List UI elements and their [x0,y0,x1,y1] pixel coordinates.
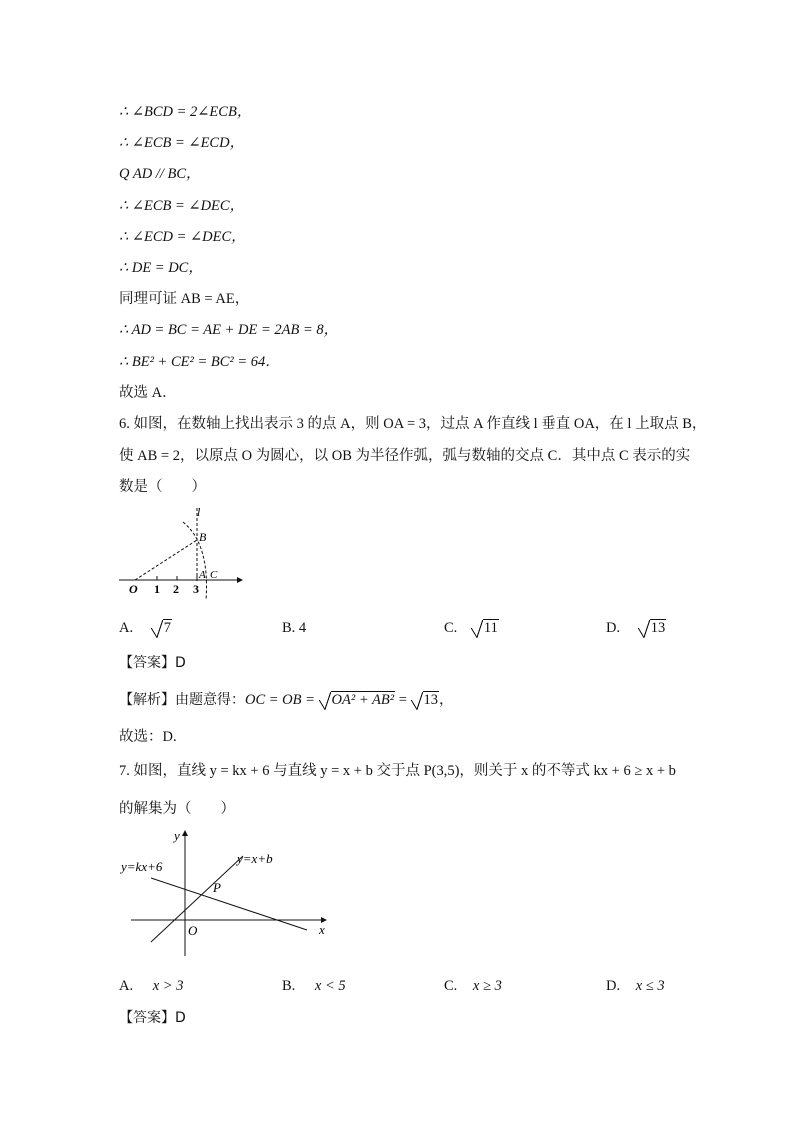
option-label: D. [606,620,621,636]
label-A: A [199,569,206,581]
q7-option-c[interactable] [444,976,502,996]
analysis-result: 13 [423,692,438,708]
step-line: ∴ ∠BCD = 2∠ECB， [119,104,252,120]
analysis-radicand: OA² + AB² [331,692,395,708]
sqrt-icon [471,618,499,638]
point-P-label: P [213,880,221,895]
option-label: A. [119,620,134,636]
q7-option-b[interactable] [282,976,346,996]
label-O: O [129,582,138,596]
q6-number-line-figure [115,504,245,604]
step-line: ∴ ∠ECB = ∠DEC， [119,198,245,214]
step-line: ∴ BE² + CE² = BC² = 64． [119,354,280,370]
q6-option-d[interactable] [606,618,666,638]
q7-answer: 【答案】D [119,1010,186,1026]
option-value: 11 [483,620,498,636]
line1-label: y=kx+6 [121,859,163,874]
q6-option-b[interactable] [282,618,306,638]
sqrt-icon [319,690,396,710]
q7-graph-figure [115,826,335,962]
q6-option-a[interactable] [119,618,172,638]
option-label: D. [606,978,621,994]
option-value: 13 [650,620,666,636]
line2-label: y=x+b [237,851,273,866]
q6-option-c[interactable] [444,618,499,638]
q6-conclusion: 故选：D. [119,729,177,745]
sqrt-icon [411,690,440,710]
question-7-text: 的解集为（ ） [119,801,235,817]
question-6-text: 使 AB = 2，以原点 O 为圆心，以 OB 为半径作弧，弧与数轴的交点 C．其中点 C 表示的实 [119,448,691,464]
sqrt-icon [638,618,667,638]
question-6-text: 6. 如图，在数轴上找出表示 3 的点 A，则 OA = 3，过点 A 作直线 l 垂直 OA，在 l 上取点 B， [119,416,707,432]
option-value: x > 3 [152,978,184,994]
tick-1: 1 [154,582,160,596]
step-line: Q AD // BC， [119,166,201,182]
label-C: C [210,569,218,581]
step-line: 同理可证 AB = AE， [119,291,250,307]
q7-option-a[interactable] [119,976,183,996]
label-B: B [199,530,207,544]
q6-answer: 【答案】D [119,655,186,671]
option-label: C. [444,620,458,636]
analysis-prefix: 【解析】由题意得： [119,692,245,708]
question-6-text: 数是（ ） [119,479,206,495]
analysis-eq: = [395,692,411,708]
step-line: ∴ AD = BC = AE + DE = 2AB = 8， [119,322,339,338]
origin-label: O [188,923,198,938]
label-l: l [197,505,201,519]
sqrt-icon [151,618,172,638]
analysis-expr: OC = OB = [245,692,319,708]
axis-y-label: y [174,828,180,843]
analysis-end: ， [439,692,454,708]
conclusion-line: 故选 A． [119,385,177,401]
option-value: x ≥ 3 [472,978,502,994]
option-value: x ≤ 3 [635,978,665,994]
tick-2: 2 [173,582,179,596]
q7-option-d[interactable] [606,976,665,996]
q6-analysis [119,690,454,710]
option-label: B. [282,620,296,636]
option-label: B. [282,978,296,994]
option-value: 7 [163,620,171,636]
option-value: x < 5 [314,978,346,994]
option-label: C. [444,978,458,994]
option-label: A. [119,978,134,994]
question-7-text: 7. 如图，直线 y = kx + 6 与直线 y = x + b 交于点 P(3,5)，则关于 x 的不等式 kx + 6 ≥ x + b [119,763,676,779]
tick-3: 3 [193,582,199,596]
step-line: ∴ ∠ECD = ∠DEC， [119,229,246,245]
step-line: ∴ ∠ECB = ∠ECD， [119,135,245,151]
axis-x-label: x [319,922,325,937]
step-line: ∴ DE = DC， [119,260,203,276]
option-value: 4 [298,620,307,636]
